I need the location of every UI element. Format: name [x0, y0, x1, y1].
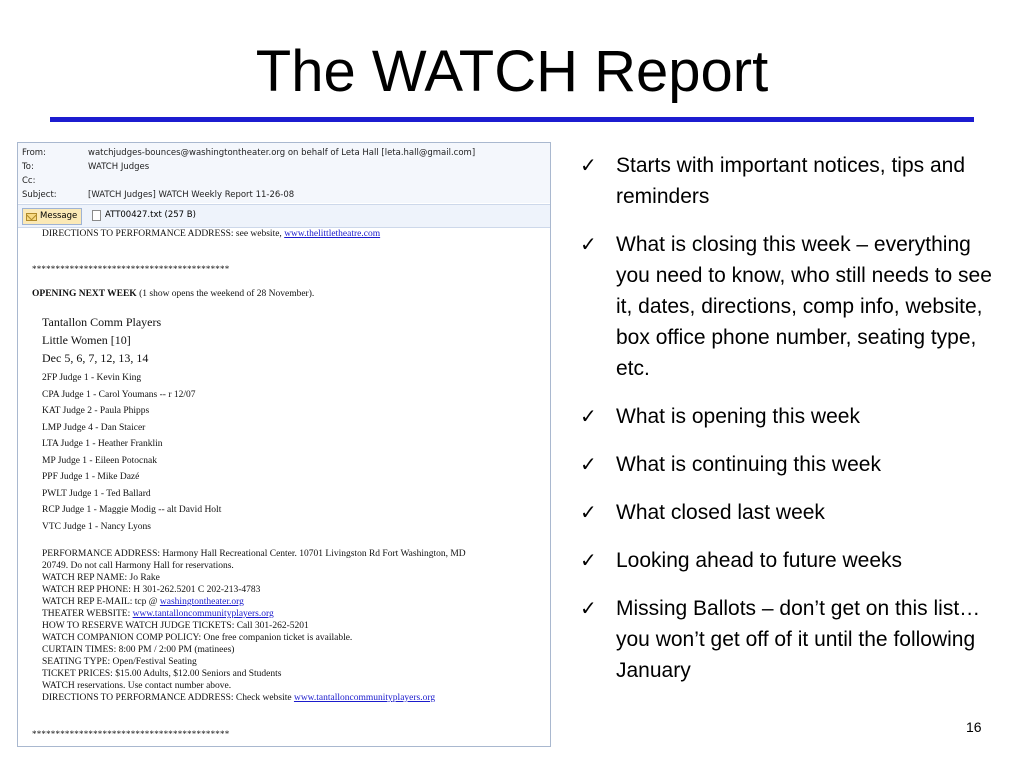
theater-website-link[interactable]: www.tantalloncommunityplayers.org	[132, 609, 274, 619]
rep-email	[42, 597, 244, 607]
theater-website	[42, 609, 274, 619]
bullet-text: Missing Ballots – don’t get on this list… you won’t get off of it until the following January	[616, 597, 981, 682]
judge-line: KAT Judge 2 - Paula Phipps	[42, 406, 150, 416]
to-label: To:	[22, 162, 34, 172]
show-name: Little Women [10]	[42, 333, 131, 347]
judge-line: PWLT Judge 1 - Ted Ballard	[42, 488, 151, 499]
subject-label: Subject:	[22, 190, 57, 200]
judge-line: MP Judge 1 - Eileen Potocnak	[42, 455, 157, 466]
directions-top	[42, 229, 380, 239]
bullet-text: What closed last week	[616, 501, 825, 524]
bullet-item	[578, 401, 1008, 432]
to-value: WATCH Judges	[88, 162, 150, 172]
page-number: 16	[966, 719, 982, 735]
cc-row	[22, 174, 547, 188]
bullet-text: What is opening this week	[616, 405, 860, 428]
checkmark-icon: ✓	[580, 232, 597, 256]
checkmark-icon: ✓	[580, 500, 597, 524]
subject-row	[22, 188, 547, 202]
directions-bottom	[42, 693, 435, 703]
bullet-item	[578, 497, 1008, 528]
checkmark-icon: ✓	[580, 153, 597, 177]
to-row	[22, 160, 547, 174]
from-value: watchjudges-bounces@washingtontheater.org on behalf of Leta Hall [leta.hall@gmail.com]	[88, 148, 476, 158]
message-tab-label: Message	[40, 211, 78, 221]
checkmark-icon: ✓	[580, 548, 597, 572]
text-file-icon	[92, 210, 101, 221]
opening-next-week	[32, 289, 314, 299]
slide-title: The WATCH Report	[255, 39, 769, 104]
directions-top-link[interactable]: www.thelittletheatre.com	[284, 229, 381, 239]
rep-phone: WATCH REP PHONE: H 301-262.5201 C 202-213-4783	[42, 585, 261, 595]
performance-address: PERFORMANCE ADDRESS: Harmony Hall Recreational Center. 10701 Livingston Rd Fort Washington, MD	[42, 549, 466, 559]
directions-bottom-text: DIRECTIONS TO PERFORMANCE ADDRESS: Check website	[42, 693, 294, 703]
rep-email-text: WATCH REP E-MAIL: tcp @	[42, 597, 160, 607]
bullet-text: What is continuing this week	[616, 453, 881, 476]
attachment-file[interactable]	[92, 208, 196, 223]
directions-top-text: DIRECTIONS TO PERFORMANCE ADDRESS: see website,	[42, 229, 285, 239]
bullet-text: What is closing this week – everything you need to know, who still needs to see it, dates, directions, comp info, website, box office phone number, seating type, etc.	[616, 233, 992, 380]
judge-line: 2FP Judge 1 - Kevin King	[42, 373, 142, 383]
theater-website-text: THEATER WEBSITE:	[42, 609, 133, 619]
subject-value: [WATCH Judges] WATCH Weekly Report 11-26-08	[88, 190, 295, 200]
bullet-list	[578, 150, 1008, 703]
reserve-tickets: HOW TO RESERVE WATCH JUDGE TICKETS: Call 301-262-5201	[42, 621, 309, 631]
checkmark-icon: ✓	[580, 452, 597, 476]
comp-policy: WATCH COMPANION COMP POLICY: One free companion ticket is available.	[42, 633, 353, 643]
judge-line: PPF Judge 1 - Mike Dazé	[42, 472, 140, 482]
bullet-item	[578, 229, 1008, 384]
message-tab[interactable]	[22, 208, 82, 225]
separator-stars: ******************************************	[32, 264, 230, 274]
ticket-prices: TICKET PRICES: $15.00 Adults, $12.00 Seniors and Students	[42, 669, 282, 679]
judge-line: LTA Judge 1 - Heather Franklin	[42, 439, 163, 449]
checkmark-icon: ✓	[580, 596, 597, 620]
envelope-icon	[26, 213, 37, 221]
checkmark-icon: ✓	[580, 404, 597, 428]
opening-heading: OPENING NEXT WEEK	[32, 289, 137, 299]
curtain-times: CURTAIN TIMES: 8:00 PM / 2:00 PM (matinees)	[42, 645, 235, 655]
bullet-item	[578, 449, 1008, 480]
bullet-text: Starts with important notices, tips and reminders	[616, 154, 965, 208]
bullet-item	[578, 593, 1008, 686]
judge-line: RCP Judge 1 - Maggie Modig -- alt David Holt	[42, 505, 222, 515]
show-dates: Dec 5, 6, 7, 12, 13, 14	[42, 351, 149, 365]
from-label: From:	[22, 148, 46, 158]
cc-label: Cc:	[22, 176, 36, 186]
judge-line: LMP Judge 4 - Dan Staicer	[42, 422, 146, 433]
separator-stars: ******************************************	[32, 729, 230, 739]
rep-name: WATCH REP NAME: Jo Rake	[42, 573, 160, 583]
email-header	[18, 143, 550, 203]
opening-note: (1 show opens the weekend of 28 November).	[136, 289, 315, 299]
bullet-text: Looking ahead to future weeks	[616, 549, 903, 572]
directions-bottom-link[interactable]: www.tantalloncommunityplayers.org	[293, 693, 436, 703]
judge-line: VTC Judge 1 - Nancy Lyons	[42, 521, 151, 532]
performance-address-cont: 20749. Do not call Harmony Hall for reservations.	[42, 561, 234, 571]
title-divider	[50, 117, 974, 122]
bullet-item	[578, 545, 1008, 576]
from-row	[22, 146, 547, 160]
attachment-bar	[18, 204, 550, 228]
seating-type: SEATING TYPE: Open/Festival Seating	[42, 657, 197, 667]
bullet-item	[578, 150, 1008, 212]
company-name: Tantallon Comm Players	[42, 315, 162, 329]
attachment-file-label: ATT00427.txt (257 B)	[105, 210, 196, 220]
email-screenshot	[17, 142, 551, 747]
judge-line: CPA Judge 1 - Carol Youmans -- r 12/07	[42, 389, 196, 400]
rep-email-link[interactable]: washingtontheater.org	[159, 597, 244, 607]
reservations-note: WATCH reservations. Use contact number above.	[42, 681, 232, 691]
